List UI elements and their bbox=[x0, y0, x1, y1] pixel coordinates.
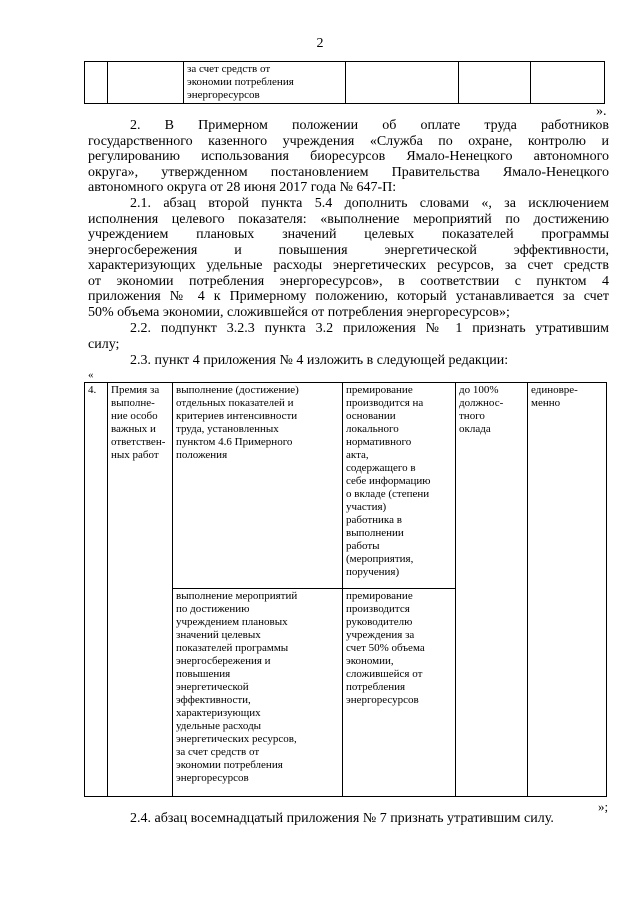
cell-line: труда, установленных bbox=[176, 423, 279, 435]
cell-line: выполнение (достижение) bbox=[176, 384, 299, 396]
cell-line: сложившейся от bbox=[346, 668, 423, 680]
cell-line: ответствен- bbox=[111, 436, 166, 448]
criteria-cell bbox=[173, 383, 343, 589]
cell-line: производится на bbox=[346, 397, 424, 409]
cell-line: показателей программы bbox=[176, 642, 289, 654]
text-line: 50% объема экономии, сложившейся от потребления энергоресурсов»; bbox=[88, 304, 510, 320]
table-row bbox=[85, 383, 607, 589]
paragraph-2-3 bbox=[88, 353, 609, 369]
text-line: силу; bbox=[88, 336, 120, 352]
text-line: приложения № 4 к Примерному положению, который устанавливается за счет bbox=[88, 289, 609, 304]
text-line: 2.1. абзац второй пункта 5.4 дополнить словами «, за исключением bbox=[130, 196, 609, 211]
cell-line: энергетической bbox=[176, 681, 249, 693]
text-line: 2.4. абзац восемнадцатый приложения № 7 признать утратившим силу. bbox=[130, 811, 554, 826]
cell-line: значений целевых bbox=[176, 629, 261, 641]
cell-line: премирование bbox=[346, 384, 413, 396]
cell-line: менно bbox=[531, 397, 561, 409]
cell-line: участия) bbox=[346, 501, 387, 513]
empty-cell bbox=[346, 62, 459, 104]
text-line: автономного округа от 28 июня 2017 года № 647-П: bbox=[88, 180, 397, 195]
text-line: регулированию использования биоресурсов Ямало-Ненецкого автономного bbox=[88, 149, 609, 164]
closing-quote-table: »; bbox=[598, 799, 609, 814]
cell-line: до 100% bbox=[459, 384, 499, 396]
top-table-fragment bbox=[84, 61, 605, 104]
cell-line: (мероприятия, bbox=[346, 553, 414, 565]
text-line: от экономии потребления энергоресурсов», в соответствии с пунктом 4 bbox=[88, 273, 609, 289]
row-number: 4. bbox=[88, 384, 97, 396]
cell-line: пунктом 4.6 Примерного bbox=[176, 436, 293, 448]
cell-line: эффективности, bbox=[176, 694, 251, 706]
cell-line: основании bbox=[346, 410, 396, 422]
cell-line: содержащего в bbox=[346, 462, 416, 474]
cell-line: Премия за bbox=[111, 384, 160, 396]
cell-line: ние особо bbox=[111, 410, 158, 422]
text-line: 2.3. пункт 4 приложения № 4 изложить в следующей редакции: bbox=[130, 353, 509, 368]
cell-line: выполнение мероприятий bbox=[176, 590, 298, 602]
amount-cell bbox=[456, 383, 528, 797]
cell-line: выполне- bbox=[111, 397, 155, 409]
cell-line: за счет средств от bbox=[176, 746, 260, 758]
paragraph-2 bbox=[88, 118, 609, 196]
cell-line: работника в bbox=[346, 514, 402, 526]
cell-line: важных и bbox=[111, 423, 156, 435]
cell-line: счет 50% объема bbox=[346, 642, 425, 654]
cell-line: энергетических ресурсов, bbox=[176, 733, 297, 745]
empty-cell bbox=[459, 62, 531, 104]
cell-line: руководителю bbox=[346, 616, 413, 628]
cell-line: по достижению bbox=[176, 603, 250, 615]
cell-line: себе информацию bbox=[346, 475, 431, 487]
cell-line: энергоресурсов bbox=[346, 694, 419, 706]
text-line: учреждением плановых значений целевых показателей программы bbox=[88, 227, 609, 242]
cell-line: нормативного bbox=[346, 436, 412, 448]
text-line: 2. В Примерном положении об оплате труда работников bbox=[130, 118, 609, 133]
cell-line: учреждения за bbox=[346, 629, 415, 641]
text-line: исполнения целевого показателя: «выполнение мероприятий по достижению bbox=[88, 211, 609, 227]
text-line: государственного казенного учреждения «Служба по охране, контролю и bbox=[88, 133, 609, 149]
empty-cell bbox=[85, 62, 108, 104]
procedure-cell bbox=[343, 589, 456, 797]
premium-name-cell bbox=[108, 383, 173, 797]
procedure-cell bbox=[343, 383, 456, 589]
cell-line: энергоресурсов bbox=[176, 772, 249, 784]
cell-line: акта, bbox=[346, 449, 369, 461]
text-line: энергосбережения и повышения энергетической эффективности, bbox=[88, 242, 609, 258]
cell-line: о вкладе (степени bbox=[346, 488, 430, 500]
cell-line: положения bbox=[176, 449, 228, 461]
paragraph-2-2 bbox=[88, 321, 609, 352]
page-number: 2 bbox=[316, 36, 324, 51]
cell-line: экономии потребления bbox=[187, 76, 294, 88]
cell-line: поручения) bbox=[346, 566, 400, 578]
cell-line: отдельных показателей и bbox=[176, 397, 294, 409]
text-line: характеризующих удельные расходы энергетических ресурсов, за счет средств bbox=[88, 258, 609, 273]
cell-line: выполнении bbox=[346, 527, 404, 539]
cell-line: экономии потребления bbox=[176, 759, 283, 771]
cell-line: за счет средств от bbox=[187, 63, 271, 75]
frequency-cell bbox=[528, 383, 607, 797]
empty-cell bbox=[108, 62, 184, 104]
criteria-cell bbox=[184, 62, 346, 104]
premium-table bbox=[84, 382, 607, 797]
closing-quote-top: ». bbox=[596, 104, 607, 119]
cell-line: производится bbox=[346, 603, 410, 615]
paragraph-2-4 bbox=[88, 811, 609, 827]
cell-line: единовре- bbox=[531, 384, 578, 396]
cell-line: повышения bbox=[176, 668, 231, 680]
cell-line: характеризующих bbox=[176, 707, 261, 719]
criteria-cell bbox=[173, 589, 343, 797]
text-line: 2.2. подпункт 3.2.3 пункта 3.2 приложения № 1 признать утратившим bbox=[130, 321, 609, 336]
cell-line: должнос- bbox=[459, 397, 504, 409]
cell-line: учреждением плановых bbox=[176, 616, 288, 628]
cell-line: удельные расходы bbox=[176, 720, 262, 732]
empty-cell bbox=[531, 62, 605, 104]
cell-line: потребления bbox=[346, 681, 406, 693]
cell-line: оклада bbox=[459, 423, 491, 435]
cell-line: экономии, bbox=[346, 655, 394, 667]
cell-line: премирование bbox=[346, 590, 413, 602]
cell-line: тного bbox=[459, 410, 485, 422]
opening-quote: « bbox=[88, 369, 94, 381]
cell-line: локального bbox=[346, 423, 399, 435]
text-line: округа», утвержденном постановлением Правительства Ямало-Ненецкого bbox=[88, 164, 609, 180]
paragraph-2-1 bbox=[88, 196, 609, 320]
cell-line: энергоресурсов bbox=[187, 89, 260, 101]
cell-line: критериев интенсивности bbox=[176, 410, 298, 422]
row-number-cell bbox=[85, 383, 108, 797]
cell-line: ных работ bbox=[111, 449, 159, 461]
cell-line: энергосбережения и bbox=[176, 655, 271, 667]
cell-line: работы bbox=[346, 540, 380, 552]
